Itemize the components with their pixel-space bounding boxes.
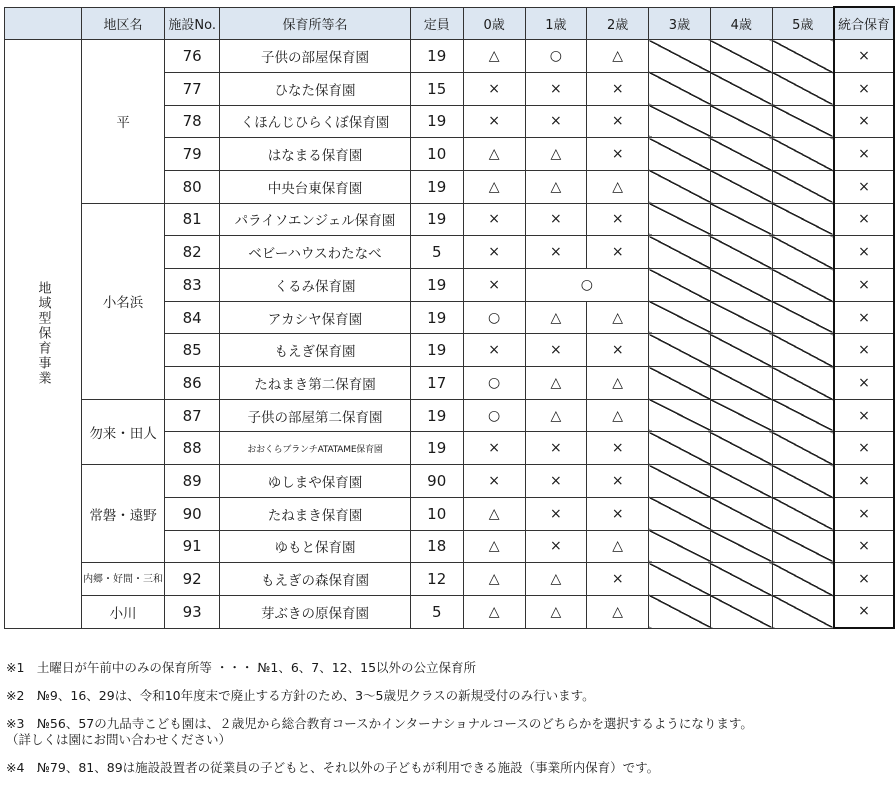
area-cell: 内郷・好間・三和 [82, 563, 165, 596]
capacity: 10 [410, 497, 463, 530]
age4-na [710, 432, 772, 465]
header-age3: 3歳 [649, 7, 711, 40]
age4-na [710, 40, 772, 73]
age3-na [649, 236, 711, 269]
age5-na [772, 170, 834, 203]
capacity: 19 [410, 432, 463, 465]
facility-name: アカシヤ保育園 [220, 301, 410, 334]
capacity: 12 [410, 563, 463, 596]
age0-status: × [463, 465, 525, 498]
age5-na [772, 236, 834, 269]
age2-status: × [587, 563, 649, 596]
age5-na [772, 138, 834, 171]
facility-name: くるみ保育園 [220, 269, 410, 302]
capacity: 19 [410, 269, 463, 302]
integrated-status: × [834, 269, 894, 302]
age5-na [772, 72, 834, 105]
age0-status: × [463, 72, 525, 105]
integrated-status: × [834, 236, 894, 269]
header-capacity: 定員 [410, 7, 463, 40]
age4-na [710, 399, 772, 432]
age3-na [649, 269, 711, 302]
age0-status: × [463, 105, 525, 138]
header-age5: 5歳 [772, 7, 834, 40]
table-row [5, 399, 895, 432]
age4-na [710, 203, 772, 236]
age4-na [710, 530, 772, 563]
age1-status: △ [525, 138, 587, 171]
age1-status: × [525, 465, 587, 498]
header-name: 保育所等名 [220, 7, 410, 40]
age2-status: × [587, 432, 649, 465]
capacity: 19 [410, 334, 463, 367]
age0-status: △ [463, 530, 525, 563]
age1-status: ○ [525, 40, 587, 73]
age0-status: △ [463, 595, 525, 628]
header-age4: 4歳 [710, 7, 772, 40]
integrated-status: × [834, 138, 894, 171]
facility-name: ベビーハウスわたなべ [220, 236, 410, 269]
age3-na [649, 334, 711, 367]
integrated-status: × [834, 432, 894, 465]
footnote-2: ※2 №9、16、29は、令和10年度末で廃止する方針のため、3～5歳児クラスの新規受付のみ行います。 [6, 688, 595, 703]
age1-status: × [525, 105, 587, 138]
capacity: 5 [410, 595, 463, 628]
age3-na [649, 72, 711, 105]
age3-na [649, 595, 711, 628]
capacity: 10 [410, 138, 463, 171]
area-cell: 平 [82, 40, 165, 203]
age0-status: ○ [463, 367, 525, 400]
area-cell: 小川 [82, 595, 165, 628]
facility-name: ゆしまや保育園 [220, 465, 410, 498]
facility-no: 83 [165, 269, 220, 302]
table-row [5, 40, 895, 73]
footnote-4: ※4 №79、81、89は施設設置者の従業員の子どもと、それ以外の子どもが利用できる施設（事業所内保育）です。 [6, 760, 660, 775]
table-row [5, 595, 895, 628]
facility-name: ひなた保育園 [220, 72, 410, 105]
facility-name: もえぎの森保育園 [220, 563, 410, 596]
facility-no: 76 [165, 40, 220, 73]
age5-na [772, 334, 834, 367]
facility-no: 93 [165, 595, 220, 628]
facility-name: 芽ぶきの原保育園 [220, 595, 410, 628]
facility-no: 84 [165, 301, 220, 334]
program-type-label: 地域型保育事業 [35, 281, 51, 387]
table-row [5, 563, 895, 596]
age1-status: × [525, 72, 587, 105]
age1-status: △ [525, 170, 587, 203]
age4-na [710, 72, 772, 105]
facility-no: 87 [165, 399, 220, 432]
area-cell: 勿来・田人 [82, 399, 165, 464]
age1-status: × [525, 530, 587, 563]
facility-no: 81 [165, 203, 220, 236]
age2-status: △ [587, 399, 649, 432]
facility-name: もえぎ保育園 [220, 334, 410, 367]
age2-status: △ [587, 40, 649, 73]
facility-no: 77 [165, 72, 220, 105]
facility-no: 85 [165, 334, 220, 367]
capacity: 19 [410, 105, 463, 138]
facility-no: 79 [165, 138, 220, 171]
table-row [5, 203, 895, 236]
age0-status: × [463, 269, 525, 302]
footnotes [6, 660, 891, 788]
facility-no: 92 [165, 563, 220, 596]
age2-status: △ [587, 367, 649, 400]
age2-status: × [587, 497, 649, 530]
facility-name: たねまき第二保育園 [220, 367, 410, 400]
age0-status: × [463, 236, 525, 269]
age3-na [649, 530, 711, 563]
age4-na [710, 301, 772, 334]
age5-na [772, 40, 834, 73]
age0-status: △ [463, 563, 525, 596]
integrated-status: × [834, 497, 894, 530]
age1-status: × [525, 432, 587, 465]
age3-na [649, 465, 711, 498]
age0-status: ○ [463, 399, 525, 432]
age2-status: × [587, 138, 649, 171]
age1-status: △ [525, 399, 587, 432]
age2-status: △ [587, 595, 649, 628]
footnote-3: ※3 №56、57の九品寺こども園は、２歳児から総合教育コースかインターナショナルコースのどちらかを選択するようになります。 （詳しくは園にお問い合わせください） [6, 716, 753, 747]
age1-2-status: ○ [525, 269, 649, 302]
age1-status: △ [525, 595, 587, 628]
header-age0: 0歳 [463, 7, 525, 40]
age4-na [710, 465, 772, 498]
age5-na [772, 497, 834, 530]
age0-status: △ [463, 170, 525, 203]
age4-na [710, 497, 772, 530]
age1-status: × [525, 334, 587, 367]
age4-na [710, 595, 772, 628]
age0-status: × [463, 432, 525, 465]
age5-na [772, 203, 834, 236]
facility-no: 82 [165, 236, 220, 269]
age4-na [710, 138, 772, 171]
age3-na [649, 367, 711, 400]
age4-na [710, 334, 772, 367]
facility-no: 80 [165, 170, 220, 203]
integrated-status: × [834, 301, 894, 334]
capacity: 15 [410, 72, 463, 105]
integrated-status: × [834, 563, 894, 596]
age1-status: × [525, 236, 587, 269]
age1-status: × [525, 497, 587, 530]
capacity: 19 [410, 170, 463, 203]
capacity: 5 [410, 236, 463, 269]
facility-no: 89 [165, 465, 220, 498]
age2-status: × [587, 105, 649, 138]
area-cell: 常磐・遠野 [82, 465, 165, 563]
age4-na [710, 170, 772, 203]
integrated-status: × [834, 367, 894, 400]
age5-na [772, 301, 834, 334]
facility-no: 78 [165, 105, 220, 138]
integrated-status: × [834, 334, 894, 367]
facility-name: たねまき保育園 [220, 497, 410, 530]
age4-na [710, 105, 772, 138]
age5-na [772, 269, 834, 302]
footnote-1: ※1 土曜日が午前中のみの保育所等 ・・・ №1、6、7、12、15以外の公立保育所 [6, 660, 477, 675]
capacity: 19 [410, 301, 463, 334]
header-integrated: 統合保育 [834, 7, 894, 40]
age5-na [772, 432, 834, 465]
age2-status: △ [587, 530, 649, 563]
area-cell: 小名浜 [82, 203, 165, 399]
age0-status: × [463, 334, 525, 367]
age3-na [649, 138, 711, 171]
age3-na [649, 432, 711, 465]
age3-na [649, 399, 711, 432]
age2-status: × [587, 236, 649, 269]
integrated-status: × [834, 170, 894, 203]
age1-status: △ [525, 367, 587, 400]
facility-name: はなまる保育園 [220, 138, 410, 171]
age2-status: △ [587, 301, 649, 334]
age1-status: × [525, 203, 587, 236]
age4-na [710, 367, 772, 400]
capacity: 17 [410, 367, 463, 400]
facility-name: くほんじひらくぼ保育園 [220, 105, 410, 138]
header-facility-no: 施設No. [165, 7, 220, 40]
nursery-availability-table [4, 6, 895, 629]
capacity: 90 [410, 465, 463, 498]
age5-na [772, 367, 834, 400]
header-age1: 1歳 [525, 7, 587, 40]
age2-status: × [587, 334, 649, 367]
age3-na [649, 40, 711, 73]
age0-status: × [463, 203, 525, 236]
facility-no: 88 [165, 432, 220, 465]
integrated-status: × [834, 530, 894, 563]
age0-status: △ [463, 497, 525, 530]
age1-status: △ [525, 301, 587, 334]
age3-na [649, 563, 711, 596]
facility-no: 90 [165, 497, 220, 530]
age5-na [772, 105, 834, 138]
integrated-status: × [834, 465, 894, 498]
age3-na [649, 105, 711, 138]
facility-name: 中央台東保育園 [220, 170, 410, 203]
age0-status: △ [463, 138, 525, 171]
header-row [5, 7, 895, 40]
integrated-status: × [834, 399, 894, 432]
facility-name: パライソエンジェル保育園 [220, 203, 410, 236]
header-age2: 2歳 [587, 7, 649, 40]
integrated-status: × [834, 40, 894, 73]
facility-name: 子供の部屋第二保育園 [220, 399, 410, 432]
capacity: 19 [410, 203, 463, 236]
integrated-status: × [834, 105, 894, 138]
age2-status: × [587, 203, 649, 236]
age5-na [772, 465, 834, 498]
age3-na [649, 170, 711, 203]
age0-status: △ [463, 40, 525, 73]
age4-na [710, 236, 772, 269]
facility-name: 子供の部屋保育園 [220, 40, 410, 73]
integrated-status: × [834, 203, 894, 236]
table-row [5, 465, 895, 498]
facility-no: 91 [165, 530, 220, 563]
capacity: 19 [410, 399, 463, 432]
corner-cell [5, 7, 82, 40]
age1-status: △ [525, 563, 587, 596]
integrated-status: × [834, 595, 894, 628]
age5-na [772, 399, 834, 432]
age5-na [772, 595, 834, 628]
age4-na [710, 269, 772, 302]
program-type-cell [5, 40, 82, 628]
age2-status: × [587, 465, 649, 498]
age3-na [649, 301, 711, 334]
age2-status: △ [587, 170, 649, 203]
age2-status: × [587, 72, 649, 105]
capacity: 18 [410, 530, 463, 563]
facility-name: おおくらブランチATATAME保育園 [220, 432, 410, 465]
age4-na [710, 563, 772, 596]
age5-na [772, 530, 834, 563]
age5-na [772, 563, 834, 596]
facility-no: 86 [165, 367, 220, 400]
age3-na [649, 497, 711, 530]
integrated-status: × [834, 72, 894, 105]
age3-na [649, 203, 711, 236]
capacity: 19 [410, 40, 463, 73]
age0-status: ○ [463, 301, 525, 334]
header-area: 地区名 [82, 7, 165, 40]
facility-name: ゆもと保育園 [220, 530, 410, 563]
